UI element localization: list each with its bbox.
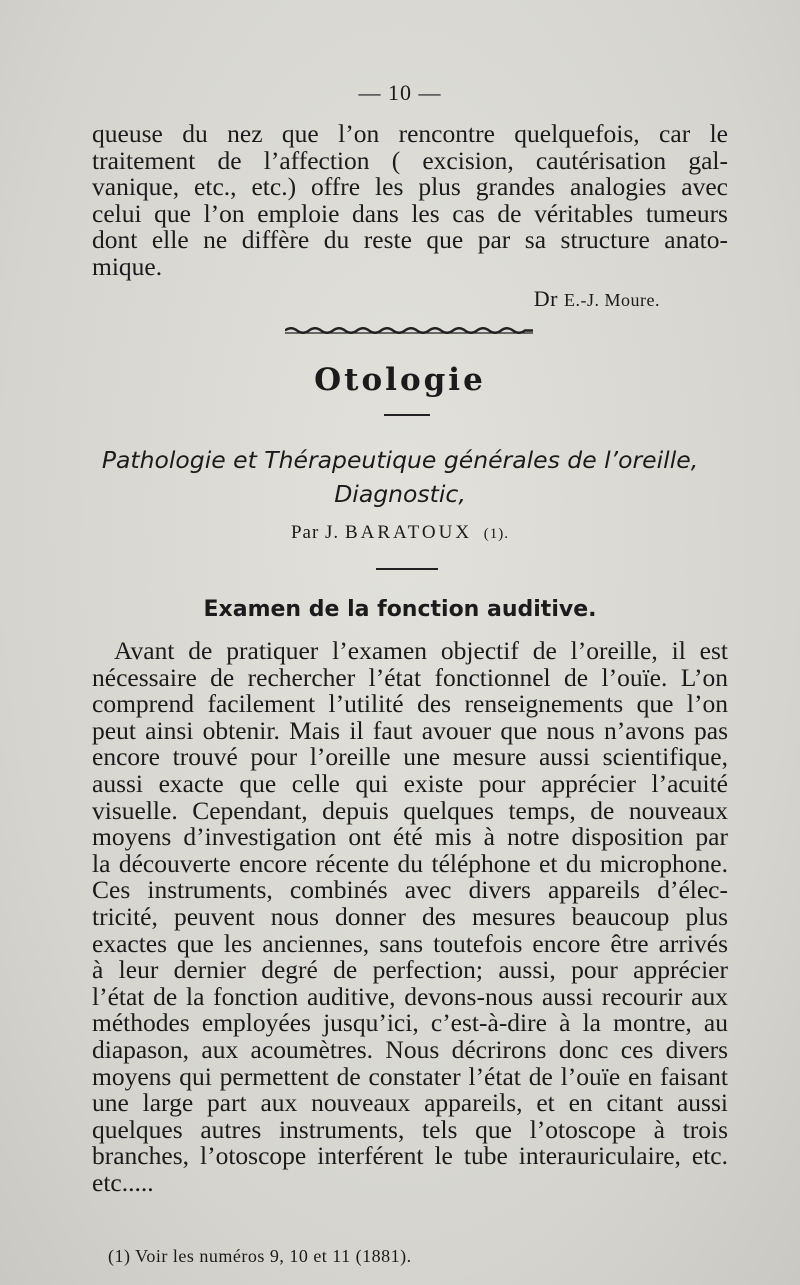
text-line: moyens qui permettent de constater l’état de l’ouïe en faisant	[92, 1061, 728, 1091]
body-paragraph	[92, 638, 728, 1196]
text-line: comprend facilement l’utilité des renseignements que l’on	[92, 689, 728, 719]
article-title-line: Pathologie et Thérapeutique générales de l’oreille,	[101, 446, 699, 474]
text-line: mique.	[92, 251, 163, 281]
section-heading: Otologie	[314, 362, 486, 398]
decorative-rule	[285, 326, 533, 335]
text-line: nécessaire de rechercher l’état fonctionnel de l’ouïe. L’on	[92, 662, 728, 692]
text-line: vanique, etc., etc.) offre les plus grandes analogies avec	[92, 172, 728, 202]
text-line: aussi exacte que celle qui existe pour apprécier l’acuité	[92, 768, 728, 798]
divider	[376, 568, 438, 570]
footnote: (1) Voir les numéros 9, 10 et 11 (1881).	[108, 1246, 412, 1266]
text-line: queuse du nez que l’on rencontre quelquefois, car le	[92, 119, 728, 148]
text-line: celui que l’on emploie dans les cas de véritables tumeurs	[92, 198, 728, 228]
divider	[384, 414, 430, 416]
signature-name: E.-J. Moure.	[564, 290, 660, 310]
text-line: peut ainsi obtenir. Mais il faut avouer que nous n’avons pas	[92, 715, 728, 745]
text-line: traitement de l’affection ( excision, cautérisation gal-	[92, 145, 728, 175]
text-line: branches, l’otoscope interférent le tube interauriculaire, etc.	[92, 1141, 728, 1171]
text-line: etc.....	[92, 1167, 154, 1197]
text-line: visuelle. Cependant, depuis quelques temps, de nouveaux	[92, 795, 728, 825]
text-line: à leur dernier degré de perfection; aussi, pour apprécier	[92, 955, 728, 985]
text-line: Avant de pratiquer l’examen objectif de l’oreille, il est	[114, 636, 728, 665]
text-line: diapason, aux acoumètres. Nous décrirons donc ces divers	[92, 1034, 728, 1064]
subsection-heading: Examen de la fonction auditive.	[203, 597, 597, 622]
intro-paragraph	[92, 121, 728, 281]
text-line: la découverte encore récente du téléphone et du microphone.	[92, 848, 728, 878]
author-name: BARATOUX	[344, 522, 473, 543]
text-line: quelques autres instruments, tels que l’otoscope à trois	[92, 1114, 728, 1144]
text-line: méthodes employées jusqu’ici, c’est-à-dire à la montre, au	[92, 1008, 728, 1038]
author-line	[0, 522, 800, 544]
author-by: Par J.	[290, 522, 340, 543]
signature	[534, 286, 660, 312]
signature-prefix: Dr	[533, 286, 559, 311]
text-line: moyens d’investigation ont été mis à notre disposition par	[92, 822, 728, 852]
text-line: exactes que les anciennes, sans toutefois encore être arrivés	[92, 928, 728, 958]
page-number: — 10 —	[358, 80, 442, 105]
footnote-ref: (1).	[483, 526, 510, 542]
article-title-line: Diagnostic,	[334, 480, 466, 508]
text-line: Ces instruments, combinés avec divers appareils d’élec-	[92, 875, 728, 905]
text-line: tricité, peuvent nous donner des mesures beaucoup plus	[92, 901, 728, 931]
text-line: l’état de la fonction auditive, devons-nous aussi recourir aux	[92, 981, 728, 1011]
text-line: une large part aux nouveaux appareils, et en citant aussi	[92, 1088, 728, 1118]
text-line: dont elle ne diffère du reste que par sa structure anato-	[92, 225, 728, 255]
text-line: encore trouvé pour l’oreille une mesure aussi scientifique,	[92, 742, 728, 772]
